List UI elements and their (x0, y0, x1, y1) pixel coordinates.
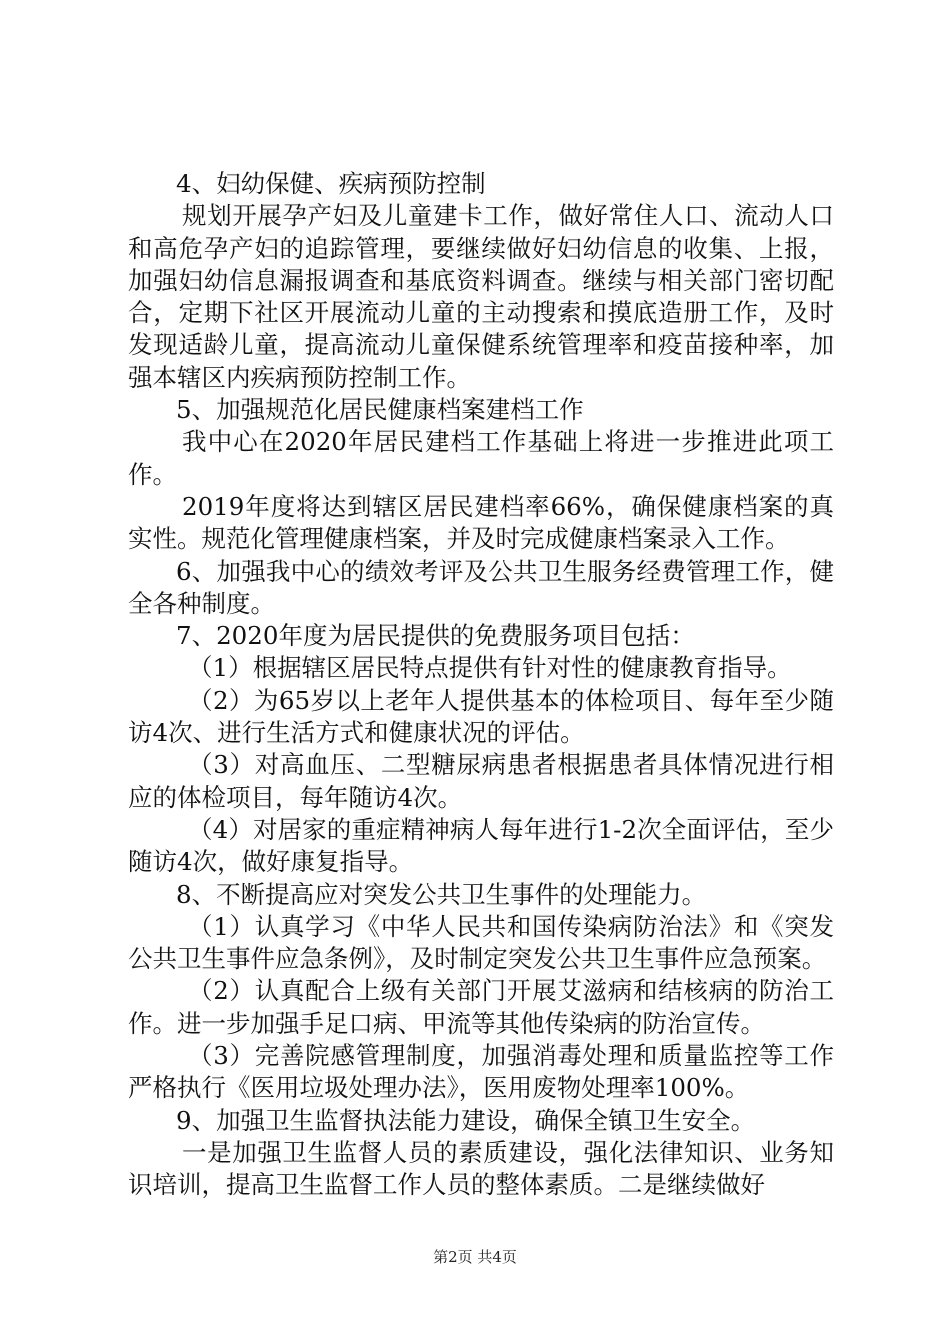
list-item-emergency-3: （3）完善院感管理制度，加强消毒处理和质量监控等工作严格执行《医用垃圾处理办法》，医用废物处理率100%。 (128, 1041, 834, 1103)
list-item-service-2: （2）为65岁以上老年人提供基本的体检项目、每年至少随访4次、进行生活方式和健康状况的评估。 (128, 685, 834, 748)
document-body (128, 168, 834, 1202)
list-item-service-4: （4）对居家的重症精神病人每年进行1-2次全面评估，至少随访4次，做好康复指导。 (128, 814, 834, 877)
paragraph-records-progress: 我中心在2020年居民建档工作基础上将进一步推进此项工作。 (128, 427, 834, 489)
list-item-service-1: （1）根据辖区居民特点提供有针对性的健康教育指导。 (188, 653, 792, 683)
paragraph-records-rate: 2019年度将达到辖区居民建档率66%，确保健康档案的真实性。规范化管理健康档案，并及时完成健康档案录入工作。 (128, 491, 834, 554)
paragraph-supervision-detail: 一是加强卫生监督人员的素质建设，强化法律知识、业务知识培训，提高卫生监督工作人员的整体素质。二是继续做好 (128, 1137, 834, 1200)
section-heading-supervision: 9、加强卫生监督执法能力建设，确保全镇卫生安全。 (176, 1105, 756, 1135)
list-item-service-3: （3）对高血压、二型糖尿病患者根据患者具体情况进行相应的体检项目，每年随访4次。 (128, 750, 834, 812)
list-item-emergency-2: （2）认真配合上级有关部门开展艾滋病和结核病的防治工作。进一步加强手足口病、甲流等其他传染病的防治宣传。 (128, 976, 834, 1038)
section-heading-emergency: 8、不断提高应对突发公共卫生事件的处理能力。 (176, 879, 707, 909)
section-heading-performance: 6、加强我中心的绩效考评及公共卫生服务经费管理工作，健全各种制度。 (128, 556, 834, 618)
section-heading-free-services: 7、2020年度为居民提供的免费服务项目包括： (176, 621, 695, 651)
list-item-emergency-1: （1）认真学习《中华人民共和国传染病防治法》和《突发公共卫生事件应急条例》，及时制定突发公共卫生事件应急预案。 (128, 911, 834, 974)
section-heading-maternal-child-health: 4、妇幼保健、疾病预防控制 (176, 169, 486, 198)
paragraph-maternal-child-plan: 规划开展孕产妇及儿童建卡工作，做好常住人口、流动人口和高危孕产妇的追踪管理，要继续做好妇幼信息的收集、上报，加强妇幼信息漏报调查和基底资料调查。继续与相关部门密切配合，定期下社区开展流动儿童的主动搜索和摸底造册工作，及时发现适龄儿童，提高流动儿童保健系统管理率和疫苗接种率，加强本辖区内疾病预防控制工作。 (128, 201, 834, 392)
page-number-footer: 第2页 共4页 (433, 1248, 517, 1266)
section-heading-health-records: 5、加强规范化居民健康档案建档工作 (176, 395, 584, 425)
